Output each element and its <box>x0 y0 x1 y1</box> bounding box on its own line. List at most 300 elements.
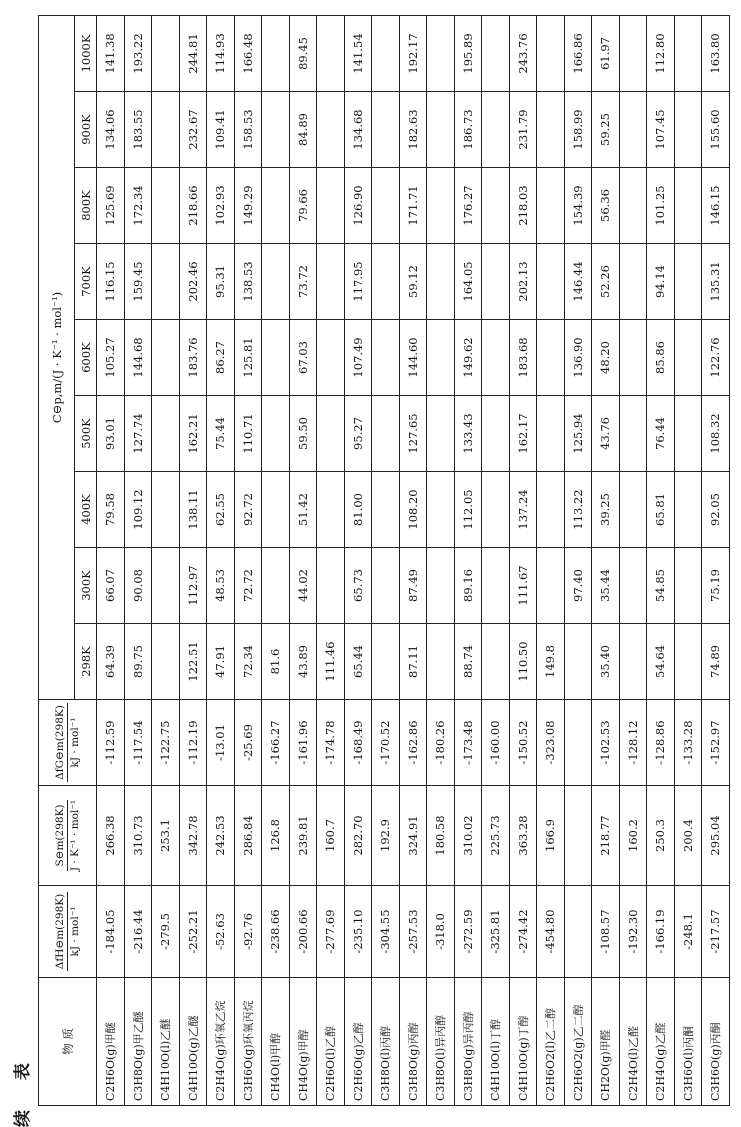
heat-capacity-cell: 155.60 <box>702 92 730 168</box>
heat-capacity-cell: 111.46 <box>317 624 345 700</box>
heat-capacity-cell <box>619 15 647 91</box>
substance-cell: C3H8O(l)丙醇 <box>372 978 400 1106</box>
table-body <box>97 15 730 1105</box>
gibbs-cell: -25.69 <box>234 700 262 786</box>
enthalpy-cell: -454.80 <box>537 886 565 978</box>
gibbs-cell: -117.54 <box>124 700 152 786</box>
heat-capacity-cell <box>619 624 647 700</box>
heat-capacity-cell: 125.94 <box>564 396 592 472</box>
gibbs-cell: -170.52 <box>372 700 400 786</box>
table-row <box>399 15 427 1105</box>
heat-capacity-cell <box>152 472 180 548</box>
header-entropy-num: S⊖m(298K) <box>53 800 68 871</box>
heat-capacity-cell <box>317 396 345 472</box>
heat-capacity-cell: 134.68 <box>344 92 372 168</box>
heat-capacity-cell <box>427 548 455 624</box>
enthalpy-cell: -184.05 <box>97 886 125 978</box>
enthalpy-cell: -279.5 <box>152 886 180 978</box>
heat-capacity-cell <box>262 92 290 168</box>
heat-capacity-cell: 116.15 <box>97 244 125 320</box>
header-temp: 400K <box>75 472 97 548</box>
heat-capacity-cell: 166.86 <box>564 15 592 91</box>
substance-cell: C2H4O(g)环氧乙烷 <box>207 978 235 1106</box>
heat-capacity-cell: 122.76 <box>702 320 730 396</box>
heat-capacity-cell: 111.67 <box>509 548 537 624</box>
heat-capacity-cell: 52.26 <box>592 244 620 320</box>
heat-capacity-cell: 88.74 <box>454 624 482 700</box>
enthalpy-cell: -277.69 <box>317 886 345 978</box>
heat-capacity-cell <box>317 548 345 624</box>
heat-capacity-cell <box>427 168 455 244</box>
heat-capacity-cell: 144.60 <box>399 320 427 396</box>
heat-capacity-cell: 109.41 <box>207 92 235 168</box>
heat-capacity-cell <box>482 320 510 396</box>
heat-capacity-cell: 94.14 <box>647 244 675 320</box>
heat-capacity-cell: 85.86 <box>647 320 675 396</box>
heat-capacity-cell: 218.03 <box>509 168 537 244</box>
gibbs-cell: -150.52 <box>509 700 537 786</box>
header-temp: 1000K <box>75 15 97 91</box>
heat-capacity-cell <box>152 320 180 396</box>
header-heat-capacity: C⊖p,m/(J · K⁻¹ · mol⁻¹) <box>39 15 75 699</box>
heat-capacity-cell: 54.64 <box>647 624 675 700</box>
heat-capacity-cell: 202.13 <box>509 244 537 320</box>
heat-capacity-cell: 172.34 <box>124 168 152 244</box>
heat-capacity-cell: 87.49 <box>399 548 427 624</box>
heat-capacity-cell: 133.43 <box>454 396 482 472</box>
heat-capacity-cell: 67.03 <box>289 320 317 396</box>
gibbs-cell: -13.01 <box>207 700 235 786</box>
heat-capacity-cell <box>262 548 290 624</box>
substance-cell: C2H6O(g)甲醚 <box>97 978 125 1106</box>
heat-capacity-cell: 138.53 <box>234 244 262 320</box>
heat-capacity-cell: 149.8 <box>537 624 565 700</box>
heat-capacity-cell: 162.21 <box>179 396 207 472</box>
heat-capacity-cell: 89.75 <box>124 624 152 700</box>
enthalpy-cell: -274.42 <box>509 886 537 978</box>
table-row <box>152 15 180 1105</box>
entropy-cell: 363.28 <box>509 786 537 886</box>
entropy-cell: 218.77 <box>592 786 620 886</box>
heat-capacity-cell: 183.76 <box>179 320 207 396</box>
heat-capacity-cell: 231.79 <box>509 92 537 168</box>
substance-cell: C4H10O(l)丁醇 <box>482 978 510 1106</box>
heat-capacity-cell: 109.12 <box>124 472 152 548</box>
heat-capacity-cell: 195.89 <box>454 15 482 91</box>
enthalpy-cell: -217.57 <box>702 886 730 978</box>
heat-capacity-cell: 59.50 <box>289 396 317 472</box>
heat-capacity-cell: 183.68 <box>509 320 537 396</box>
heat-capacity-cell: 72.72 <box>234 548 262 624</box>
heat-capacity-cell: 110.50 <box>509 624 537 700</box>
heat-capacity-cell: 43.76 <box>592 396 620 472</box>
heat-capacity-cell <box>372 472 400 548</box>
heat-capacity-cell <box>537 396 565 472</box>
heat-capacity-cell <box>152 15 180 91</box>
heat-capacity-cell <box>262 168 290 244</box>
header-temp: 900K <box>75 92 97 168</box>
heat-capacity-cell <box>619 92 647 168</box>
substance-cell: C2H6O(g)乙醇 <box>344 978 372 1106</box>
table-row <box>207 15 235 1105</box>
heat-capacity-cell: 108.20 <box>399 472 427 548</box>
heat-capacity-cell <box>317 92 345 168</box>
substance-cell: C4H10O(l)乙醚 <box>152 978 180 1106</box>
heat-capacity-cell <box>482 15 510 91</box>
enthalpy-cell: -325.81 <box>482 886 510 978</box>
heat-capacity-cell <box>372 15 400 91</box>
table-row <box>372 15 400 1105</box>
heat-capacity-cell: 92.72 <box>234 472 262 548</box>
heat-capacity-cell: 158.99 <box>564 92 592 168</box>
enthalpy-cell: -235.10 <box>344 886 372 978</box>
heat-capacity-cell <box>482 92 510 168</box>
heat-capacity-cell <box>482 244 510 320</box>
heat-capacity-cell: 163.80 <box>702 15 730 91</box>
header-gibbs <box>39 700 97 786</box>
heat-capacity-cell: 54.85 <box>647 548 675 624</box>
entropy-cell: 160.2 <box>619 786 647 886</box>
heat-capacity-cell: 79.66 <box>289 168 317 244</box>
table-row <box>289 15 317 1105</box>
heat-capacity-cell <box>317 244 345 320</box>
heat-capacity-cell: 48.53 <box>207 548 235 624</box>
heat-capacity-cell <box>537 320 565 396</box>
header-substance: 物 质 <box>39 978 97 1106</box>
header-enthalpy <box>39 886 97 978</box>
enthalpy-cell: -200.66 <box>289 886 317 978</box>
gibbs-cell: -133.28 <box>674 700 702 786</box>
substance-cell: C2H4O(l)乙醛 <box>619 978 647 1106</box>
header-gibbs-num: ΔfG⊖m(298K) <box>54 705 66 780</box>
table-row <box>619 15 647 1105</box>
heat-capacity-cell <box>427 244 455 320</box>
header-temp: 298K <box>75 624 97 700</box>
enthalpy-cell: -248.1 <box>674 886 702 978</box>
table-row <box>537 15 565 1105</box>
heat-capacity-cell <box>152 548 180 624</box>
heat-capacity-cell: 127.74 <box>124 396 152 472</box>
gibbs-cell: -173.48 <box>454 700 482 786</box>
substance-cell: C2H6O(l)乙醇 <box>317 978 345 1106</box>
heat-capacity-cell: 75.19 <box>702 548 730 624</box>
enthalpy-cell: -108.57 <box>592 886 620 978</box>
enthalpy-cell: -272.59 <box>454 886 482 978</box>
table-row <box>647 15 675 1105</box>
gibbs-cell: -174.78 <box>317 700 345 786</box>
heat-capacity-cell: 146.44 <box>564 244 592 320</box>
substance-cell: C3H8O(g)异丙醇 <box>454 978 482 1106</box>
heat-capacity-cell <box>482 168 510 244</box>
header-enthalpy-den: kJ · mol⁻¹ <box>69 906 81 957</box>
heat-capacity-cell: 134.06 <box>97 92 125 168</box>
enthalpy-cell: -304.55 <box>372 886 400 978</box>
heat-capacity-cell: 61.97 <box>592 15 620 91</box>
heat-capacity-cell <box>674 472 702 548</box>
substance-cell: C3H8O(g)丙醇 <box>399 978 427 1106</box>
header-temp: 300K <box>75 548 97 624</box>
header-temp: 700K <box>75 244 97 320</box>
heat-capacity-cell: 113.22 <box>564 472 592 548</box>
heat-capacity-cell: 125.69 <box>97 168 125 244</box>
heat-capacity-cell: 176.27 <box>454 168 482 244</box>
heat-capacity-cell <box>674 15 702 91</box>
table-row <box>124 15 152 1105</box>
heat-capacity-cell: 44.02 <box>289 548 317 624</box>
entropy-cell: 225.73 <box>482 786 510 886</box>
heat-capacity-cell <box>619 548 647 624</box>
heat-capacity-cell <box>674 320 702 396</box>
heat-capacity-cell: 114.93 <box>207 15 235 91</box>
gibbs-cell: -112.59 <box>97 700 125 786</box>
enthalpy-cell: -92.76 <box>234 886 262 978</box>
heat-capacity-cell: 64.39 <box>97 624 125 700</box>
heat-capacity-cell <box>262 396 290 472</box>
heat-capacity-cell <box>152 92 180 168</box>
entropy-cell: 266.38 <box>97 786 125 886</box>
heat-capacity-cell: 107.45 <box>647 92 675 168</box>
heat-capacity-cell <box>372 624 400 700</box>
heat-capacity-cell: 73.72 <box>289 244 317 320</box>
rotated-table-wrapper <box>38 16 724 1106</box>
heat-capacity-cell: 35.44 <box>592 548 620 624</box>
heat-capacity-cell: 243.76 <box>509 15 537 91</box>
substance-cell: C2H4O(g)乙醛 <box>647 978 675 1106</box>
heat-capacity-cell <box>619 320 647 396</box>
entropy-cell: 239.81 <box>289 786 317 886</box>
heat-capacity-cell <box>317 472 345 548</box>
heat-capacity-cell <box>674 548 702 624</box>
heat-capacity-cell <box>262 15 290 91</box>
table-row <box>344 15 372 1105</box>
heat-capacity-cell: 183.55 <box>124 92 152 168</box>
heat-capacity-cell <box>317 168 345 244</box>
heat-capacity-cell <box>427 396 455 472</box>
heat-capacity-cell: 84.89 <box>289 92 317 168</box>
heat-capacity-cell: 138.11 <box>179 472 207 548</box>
heat-capacity-cell: 43.89 <box>289 624 317 700</box>
gibbs-cell: -168.49 <box>344 700 372 786</box>
heat-capacity-cell <box>372 548 400 624</box>
entropy-cell: 192.9 <box>372 786 400 886</box>
heat-capacity-cell: 164.05 <box>454 244 482 320</box>
heat-capacity-cell: 48.20 <box>592 320 620 396</box>
table-row <box>317 15 345 1105</box>
table-row <box>454 15 482 1105</box>
heat-capacity-cell: 74.89 <box>702 624 730 700</box>
gibbs-cell: -152.97 <box>702 700 730 786</box>
enthalpy-cell: -52.63 <box>207 886 235 978</box>
heat-capacity-cell <box>674 168 702 244</box>
heat-capacity-cell <box>372 92 400 168</box>
heat-capacity-cell <box>619 168 647 244</box>
enthalpy-cell: -257.53 <box>399 886 427 978</box>
header-enthalpy-num: ΔfH⊖m(298K) <box>54 893 66 970</box>
entropy-cell: 295.04 <box>702 786 730 886</box>
heat-capacity-cell: 127.65 <box>399 396 427 472</box>
heat-capacity-cell <box>152 168 180 244</box>
header-temp: 800K <box>75 168 97 244</box>
heat-capacity-cell: 47.91 <box>207 624 235 700</box>
enthalpy-cell: -252.21 <box>179 886 207 978</box>
entropy-cell <box>564 786 592 886</box>
substance-cell: C4H10O(g)乙醚 <box>179 978 207 1106</box>
heat-capacity-cell: 59.12 <box>399 244 427 320</box>
heat-capacity-cell <box>152 396 180 472</box>
heat-capacity-cell <box>317 15 345 91</box>
heat-capacity-cell: 110.71 <box>234 396 262 472</box>
heat-capacity-cell <box>152 244 180 320</box>
heat-capacity-cell <box>537 548 565 624</box>
heat-capacity-cell: 97.40 <box>564 548 592 624</box>
entropy-cell: 342.78 <box>179 786 207 886</box>
substance-cell: C4H10O(g)丁醇 <box>509 978 537 1106</box>
table-row <box>262 15 290 1105</box>
table-row <box>179 15 207 1105</box>
heat-capacity-cell <box>427 92 455 168</box>
heat-capacity-cell <box>427 15 455 91</box>
heat-capacity-cell: 112.97 <box>179 548 207 624</box>
heat-capacity-cell <box>482 624 510 700</box>
heat-capacity-cell: 122.51 <box>179 624 207 700</box>
header-entropy-den: J · K⁻¹ · mol⁻¹ <box>69 799 81 872</box>
entropy-cell: 282.70 <box>344 786 372 886</box>
heat-capacity-cell: 144.68 <box>124 320 152 396</box>
enthalpy-cell: -318.0 <box>427 886 455 978</box>
substance-cell: C3H8O(g)甲乙醚 <box>124 978 152 1106</box>
gibbs-cell: -180.26 <box>427 700 455 786</box>
heat-capacity-cell <box>537 244 565 320</box>
gibbs-cell: -160.00 <box>482 700 510 786</box>
table-row <box>509 15 537 1105</box>
heat-capacity-cell: 162.17 <box>509 396 537 472</box>
heat-capacity-cell: 186.73 <box>454 92 482 168</box>
heat-capacity-cell <box>427 320 455 396</box>
table-row <box>427 15 455 1105</box>
heat-capacity-cell: 154.39 <box>564 168 592 244</box>
heat-capacity-cell <box>564 624 592 700</box>
heat-capacity-cell: 89.16 <box>454 548 482 624</box>
heat-capacity-cell: 65.81 <box>647 472 675 548</box>
heat-capacity-cell: 65.73 <box>344 548 372 624</box>
gibbs-cell: -128.12 <box>619 700 647 786</box>
entropy-cell: 166.9 <box>537 786 565 886</box>
heat-capacity-cell: 92.05 <box>702 472 730 548</box>
heat-capacity-cell: 87.11 <box>399 624 427 700</box>
heat-capacity-cell: 149.29 <box>234 168 262 244</box>
entropy-cell: 242.53 <box>207 786 235 886</box>
heat-capacity-cell: 117.95 <box>344 244 372 320</box>
heat-capacity-cell: 90.08 <box>124 548 152 624</box>
header-temp: 600K <box>75 320 97 396</box>
heat-capacity-cell: 108.32 <box>702 396 730 472</box>
heat-capacity-cell: 89.45 <box>289 15 317 91</box>
heat-capacity-cell <box>537 92 565 168</box>
heat-capacity-cell: 81.00 <box>344 472 372 548</box>
gibbs-cell: -166.27 <box>262 700 290 786</box>
heat-capacity-cell <box>262 320 290 396</box>
heat-capacity-cell <box>674 624 702 700</box>
heat-capacity-cell: 135.31 <box>702 244 730 320</box>
heat-capacity-cell: 158.53 <box>234 92 262 168</box>
heat-capacity-cell: 79.58 <box>97 472 125 548</box>
entropy-cell: 286.84 <box>234 786 262 886</box>
heat-capacity-cell: 202.46 <box>179 244 207 320</box>
heat-capacity-cell: 107.49 <box>344 320 372 396</box>
heat-capacity-cell <box>482 472 510 548</box>
heat-capacity-cell: 244.81 <box>179 15 207 91</box>
table-row <box>97 15 125 1105</box>
gibbs-cell: -161.96 <box>289 700 317 786</box>
heat-capacity-cell: 112.80 <box>647 15 675 91</box>
table-row <box>564 15 592 1105</box>
heat-capacity-cell: 35.40 <box>592 624 620 700</box>
entropy-cell: 126.8 <box>262 786 290 886</box>
heat-capacity-cell <box>262 244 290 320</box>
substance-cell: C2H6O2(g)乙二醇 <box>564 978 592 1106</box>
substance-cell: C3H8O(l)异丙醇 <box>427 978 455 1106</box>
heat-capacity-cell <box>674 396 702 472</box>
table-row <box>592 15 620 1105</box>
substance-cell: C3H6O(l)丙酮 <box>674 978 702 1106</box>
heat-capacity-cell: 56.36 <box>592 168 620 244</box>
heat-capacity-cell <box>482 548 510 624</box>
heat-capacity-cell: 125.81 <box>234 320 262 396</box>
heat-capacity-cell <box>317 320 345 396</box>
substance-cell: CH4O(l)甲醇 <box>262 978 290 1106</box>
heat-capacity-cell <box>537 472 565 548</box>
entropy-cell: 160.7 <box>317 786 345 886</box>
gibbs-cell: -122.75 <box>152 700 180 786</box>
enthalpy-cell <box>564 886 592 978</box>
gibbs-cell: -323.08 <box>537 700 565 786</box>
heat-capacity-cell: 193.22 <box>124 15 152 91</box>
heat-capacity-cell: 86.27 <box>207 320 235 396</box>
heat-capacity-cell: 136.90 <box>564 320 592 396</box>
heat-capacity-cell <box>674 244 702 320</box>
heat-capacity-cell: 166.48 <box>234 15 262 91</box>
heat-capacity-cell <box>152 624 180 700</box>
heat-capacity-cell <box>619 472 647 548</box>
heat-capacity-cell <box>427 472 455 548</box>
gibbs-cell <box>564 700 592 786</box>
heat-capacity-cell: 149.62 <box>454 320 482 396</box>
heat-capacity-cell <box>537 15 565 91</box>
entropy-cell: 200.4 <box>674 786 702 886</box>
enthalpy-cell: -238.66 <box>262 886 290 978</box>
heat-capacity-cell: 95.31 <box>207 244 235 320</box>
heat-capacity-cell: 65.44 <box>344 624 372 700</box>
entropy-cell: 324.91 <box>399 786 427 886</box>
entropy-cell: 180.58 <box>427 786 455 886</box>
substance-cell: C2H6O2(l)乙二醇 <box>537 978 565 1106</box>
substance-cell: CH2O(g)甲醛 <box>592 978 620 1106</box>
substance-cell: CH4O(g)甲醇 <box>289 978 317 1106</box>
heat-capacity-cell: 171.71 <box>399 168 427 244</box>
gibbs-cell: -112.19 <box>179 700 207 786</box>
heat-capacity-cell: 146.15 <box>702 168 730 244</box>
substance-cell: C3H6O(g)丙酮 <box>702 978 730 1106</box>
enthalpy-cell: -192.30 <box>619 886 647 978</box>
heat-capacity-cell: 93.01 <box>97 396 125 472</box>
heat-capacity-cell: 102.93 <box>207 168 235 244</box>
heat-capacity-cell: 76.44 <box>647 396 675 472</box>
table-row <box>702 15 730 1105</box>
substance-cell: C3H6O(g)环氧丙烷 <box>234 978 262 1106</box>
heat-capacity-cell <box>372 396 400 472</box>
entropy-cell: 310.73 <box>124 786 152 886</box>
heat-capacity-cell: 72.34 <box>234 624 262 700</box>
